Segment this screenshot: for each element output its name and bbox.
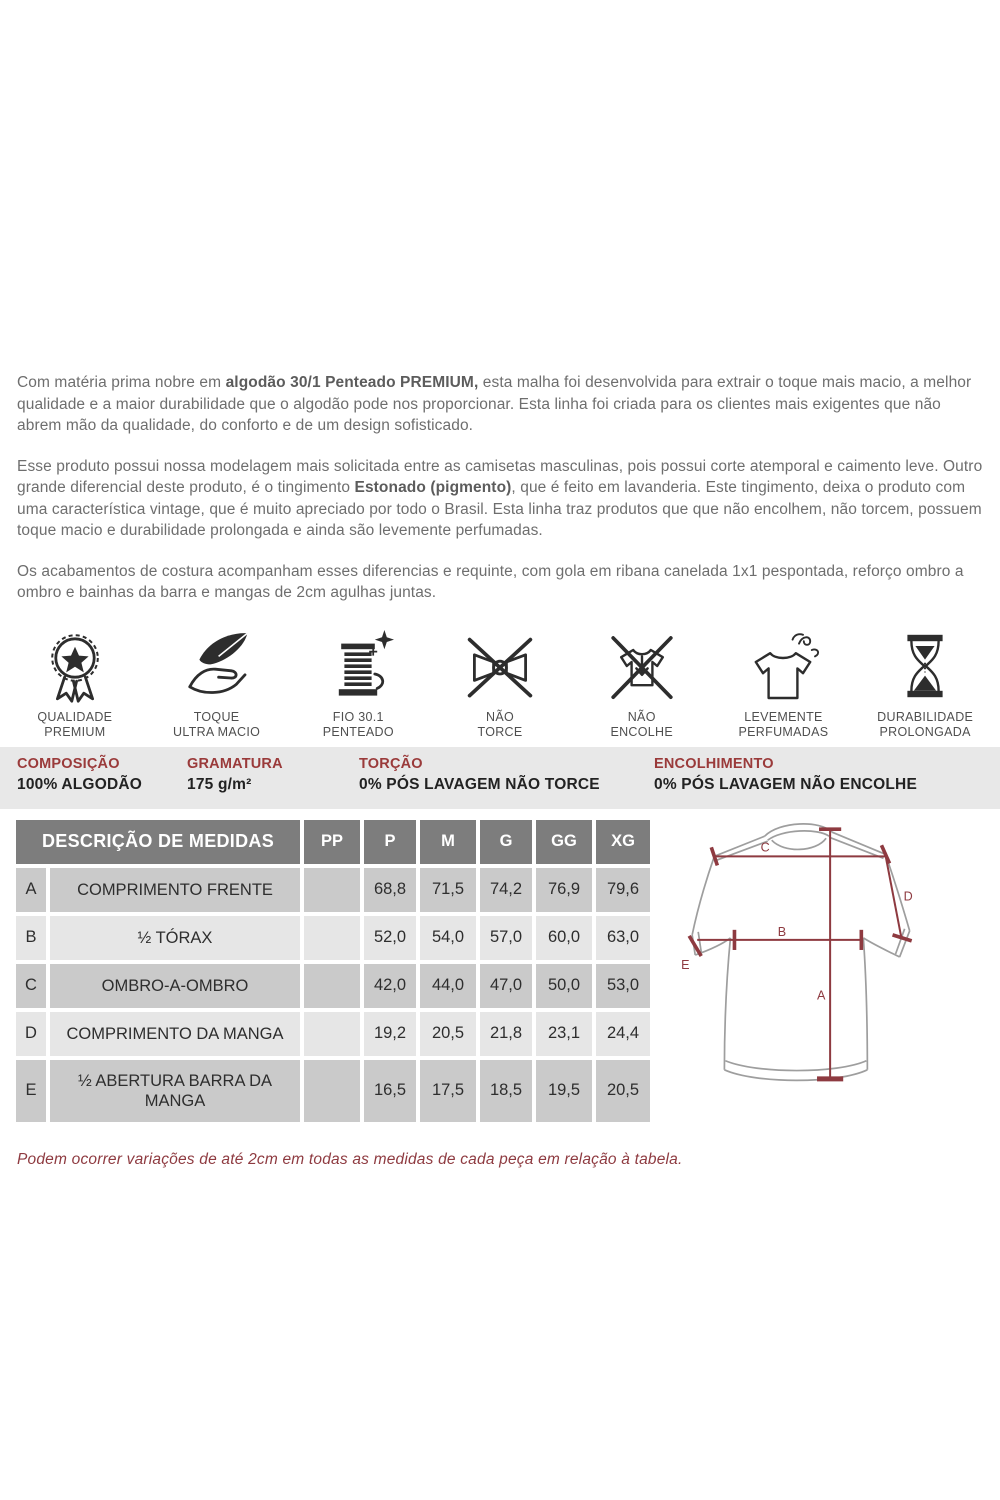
feature-combed-yarn [287, 625, 429, 740]
table-row [16, 1060, 650, 1122]
size-header-g: G [480, 820, 532, 864]
cell-value: 16,5 [364, 1060, 416, 1122]
feature-label: NÃO TORCE [477, 709, 523, 739]
row-label: OMBRO-A-OMBRO [50, 964, 300, 1008]
diagram-label-d: D [903, 889, 913, 904]
spec-value: 100% ALGODÃO [17, 775, 142, 793]
cell-value: 42,0 [364, 964, 416, 1008]
specs-bar [0, 747, 1000, 809]
feature-durability [854, 625, 996, 740]
paragraph-text: , que é feito em lavanderia. Este tingimento, deixa o produto com uma característica vintage, que é muito apreciado por todo o Brasil. Esta linha traz produtos que que não encolhem, não torcem, possuem toque macio e durabilidade prolongada e ainda são levemente perfumadas. [17, 479, 982, 539]
diagram-label-b: B [777, 924, 787, 939]
cell-value: 79,6 [596, 868, 650, 912]
row-letter: B [16, 916, 46, 960]
spec-label: ENCOLHIMENTO [654, 755, 774, 772]
size-table [12, 816, 654, 1126]
size-header-p: P [364, 820, 416, 864]
row-letter: A [16, 868, 46, 912]
cell-value: 44,0 [420, 964, 476, 1008]
spec-twist [359, 756, 654, 798]
size-header-xg: XG [596, 820, 650, 864]
cell-value: 63,0 [596, 916, 650, 960]
cell-value: 76,9 [536, 868, 592, 912]
row-letter: C [16, 964, 46, 1008]
award-badge-icon [35, 625, 115, 707]
spec-label: COMPOSIÇÃO [17, 755, 120, 772]
cell-value: 20,5 [596, 1060, 650, 1122]
size-table-header-row [16, 820, 650, 864]
scented-shirt-icon [743, 625, 823, 707]
paragraph-text: esta malha foi desenvolvida para extrair o toque mais macio, a melhor qualidade e a maior durabilidade que o algodão pode nos proporcionar. Esta linha foi criada para os clientes mais exigentes que não abrem mão da qualidade, do conforto e de um design sofisticado. [17, 374, 972, 434]
paragraph-text: Os acabamentos de costura acompanham esses diferencias e requinte, com gola em ribana canelada 1x1 pespontada, reforço ombro a ombro e bainhas da barra e mangas de 2cm agulhas juntas. [17, 562, 964, 601]
cell-pp [304, 868, 360, 912]
row-label: ½ TÓRAX [50, 916, 300, 960]
feature-scented [713, 625, 855, 740]
cell-value: 68,8 [364, 868, 416, 912]
no-shrink-icon [602, 625, 682, 707]
spec-value: 175 g/m² [187, 775, 252, 793]
size-table-title: DESCRIÇÃO DE MEDIDAS [16, 820, 300, 864]
feature-no-shrink [571, 625, 713, 740]
intro-paragraph-3 [17, 561, 986, 604]
tshirt-measurement-diagram [654, 816, 972, 1090]
row-label: ½ ABERTURA BARRA DA MANGA [50, 1060, 300, 1122]
no-twist-icon [460, 625, 540, 707]
cell-value: 60,0 [536, 916, 592, 960]
cell-pp [304, 916, 360, 960]
paragraph-text: Com matéria prima nobre em [17, 374, 226, 391]
cell-value: 57,0 [480, 916, 532, 960]
cell-value: 74,2 [480, 868, 532, 912]
hourglass-icon [885, 625, 965, 707]
size-header-pp: PP [304, 820, 360, 864]
cell-value: 71,5 [420, 868, 476, 912]
row-letter: E [16, 1060, 46, 1122]
cell-pp [304, 1012, 360, 1056]
spec-value: 0% PÓS LAVAGEM NÃO ENCOLHE [654, 775, 917, 793]
table-row [16, 1012, 650, 1056]
row-label: COMPRIMENTO FRENTE [50, 868, 300, 912]
spec-weight [187, 756, 359, 798]
feature-label: LEVEMENTE PERFUMADAS [738, 709, 829, 739]
feature-label: TOQUE ULTRA MACIO [173, 709, 261, 739]
size-header-m: M [420, 820, 476, 864]
feature-soft-touch [146, 625, 288, 740]
intro-paragraph-2 [17, 456, 986, 542]
paragraph-bold-text: Estonado (pigmento) [354, 479, 512, 496]
cell-value: 21,8 [480, 1012, 532, 1056]
cell-value: 47,0 [480, 964, 532, 1008]
cell-value: 52,0 [364, 916, 416, 960]
size-header-gg: GG [536, 820, 592, 864]
cell-value: 19,2 [364, 1012, 416, 1056]
tshirt-diagram-drawing [667, 818, 959, 1090]
cell-value: 18,5 [480, 1060, 532, 1122]
cell-value: 24,4 [596, 1012, 650, 1056]
cell-pp [304, 1060, 360, 1122]
table-row [16, 964, 650, 1008]
feather-hand-icon [177, 625, 257, 707]
cell-pp [304, 964, 360, 1008]
measurements-section [0, 816, 1000, 1126]
cell-value: 19,5 [536, 1060, 592, 1122]
diagram-label-c: C [760, 839, 770, 854]
tolerance-note: Podem ocorrer variações de até 2cm em todas as medidas de cada peça em relação à tabela. [17, 1150, 683, 1168]
cell-value: 20,5 [420, 1012, 476, 1056]
row-label: COMPRIMENTO DA MANGA [50, 1012, 300, 1056]
table-row [16, 916, 650, 960]
feature-label: DURABILIDADE PROLONGADA [877, 709, 974, 739]
feature-label: FIO 30.1 PENTEADO [322, 709, 394, 739]
feature-icons-row [0, 625, 1000, 740]
cell-value: 50,0 [536, 964, 592, 1008]
diagram-label-e: E [681, 957, 690, 972]
thread-spool-icon [318, 625, 398, 707]
cell-value: 17,5 [420, 1060, 476, 1122]
feature-no-twist [429, 625, 571, 740]
spec-value: 0% PÓS LAVAGEM NÃO TORCE [359, 775, 600, 793]
feature-label: QUALIDADE PREMIUM [37, 709, 113, 739]
spec-label: TORÇÃO [359, 755, 423, 772]
table-row [16, 868, 650, 912]
intro-paragraph-1 [17, 372, 986, 437]
diagram-label-a: A [817, 987, 826, 1002]
feature-label: NÃO ENCOLHE [610, 709, 673, 739]
spec-composition [17, 756, 187, 798]
cell-value: 23,1 [536, 1012, 592, 1056]
cell-value: 53,0 [596, 964, 650, 1008]
product-intro-text [0, 0, 1000, 604]
cell-value: 54,0 [420, 916, 476, 960]
paragraph-text: Esse produto possui nossa modelagem mais solicitada entre as camisetas masculinas, pois possui corte atemporal e caimento leve. Outro grande diferencial deste produto, é o tingimento [17, 457, 983, 496]
spec-shrink [654, 756, 1000, 798]
row-letter: D [16, 1012, 46, 1056]
spec-label: GRAMATURA [187, 755, 283, 772]
feature-quality [4, 625, 146, 740]
paragraph-bold-text: algodão 30/1 Penteado PREMIUM, [225, 374, 479, 391]
